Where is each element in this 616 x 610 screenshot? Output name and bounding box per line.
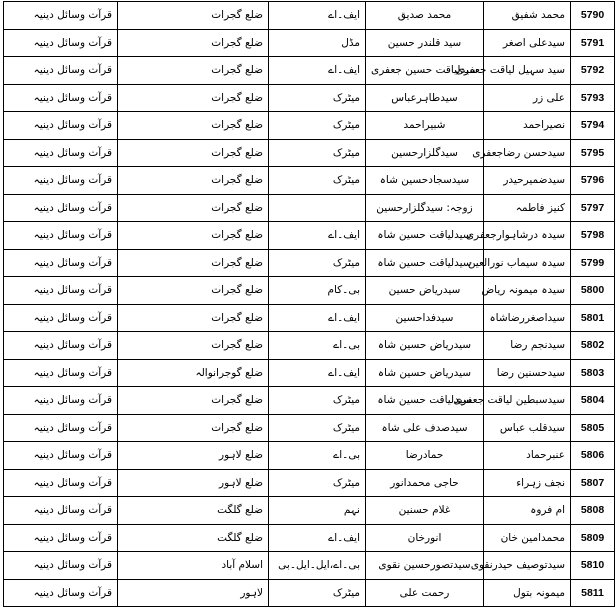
father-name-cell: سیدسجادحسین شاہ (366, 167, 484, 195)
father-name-cell: شبیراحمد (366, 112, 484, 140)
remark-cell: قرآت وسائل دینیہ (4, 414, 118, 442)
serial-number-cell: 5811 (571, 579, 615, 607)
table-row (4, 167, 615, 195)
education-cell (269, 194, 366, 222)
serial-number-cell: 5795 (571, 139, 615, 167)
district-cell: ضلع گلگت (118, 524, 269, 552)
serial-number-cell: 5790 (571, 2, 615, 30)
district-cell: ضلع گجرات (118, 332, 269, 360)
serial-number-cell: 5793 (571, 84, 615, 112)
remark-cell: قرآت وسائل دینیہ (4, 249, 118, 277)
education-cell: مڈل (269, 29, 366, 57)
remark-cell: قرآت وسائل دینیہ (4, 2, 118, 30)
table-row (4, 139, 615, 167)
education-cell: ایف۔اے (269, 304, 366, 332)
education-cell: ایف۔اے (269, 57, 366, 85)
table-row (4, 414, 615, 442)
table-row (4, 304, 615, 332)
education-cell: بی۔اے (269, 332, 366, 360)
remark-cell: قرآت وسائل دینیہ (4, 167, 118, 195)
table-row (4, 497, 615, 525)
district-cell: ضلع گجرات (118, 2, 269, 30)
education-cell: میٹرک (269, 167, 366, 195)
father-name-cell: سیدگلزارحسین (366, 139, 484, 167)
district-cell: لاہور (118, 579, 269, 607)
serial-number-cell: 5802 (571, 332, 615, 360)
table-row (4, 2, 615, 30)
name-cell: محمدامین خان (484, 524, 571, 552)
education-cell: بی۔کام (269, 277, 366, 305)
serial-number-cell: 5792 (571, 57, 615, 85)
remark-cell: قرآت وسائل دینیہ (4, 112, 118, 140)
name-cell: سیدنجم رضا (484, 332, 571, 360)
serial-number-cell: 5806 (571, 442, 615, 470)
father-name-cell: سیدلیاقت حسین شاہ (366, 387, 484, 415)
remark-cell: قرآت وسائل دینیہ (4, 442, 118, 470)
name-cell: سیدضمیرحیدر (484, 167, 571, 195)
table-row (4, 84, 615, 112)
remark-cell: قرآت وسائل دینیہ (4, 304, 118, 332)
education-cell: میٹرک (269, 139, 366, 167)
table-row (4, 249, 615, 277)
table-row (4, 222, 615, 250)
father-name-cell: سیدتصورحسین نقوی (366, 552, 484, 580)
father-name-cell: انورخان (366, 524, 484, 552)
serial-number-cell: 5799 (571, 249, 615, 277)
remark-cell: قرآت وسائل دینیہ (4, 332, 118, 360)
education-cell: بی۔اے،ایل۔ایل۔بی (269, 552, 366, 580)
father-name-cell: غلام حسنین (366, 497, 484, 525)
name-cell: سیدہ سیماب نورالعین (484, 249, 571, 277)
father-name-cell: سید قلندر حسین (366, 29, 484, 57)
name-cell: نجف زہراء (484, 469, 571, 497)
table-row (4, 277, 615, 305)
serial-number-cell: 5801 (571, 304, 615, 332)
district-cell: ضلع گجرات (118, 167, 269, 195)
education-cell: میٹرک (269, 84, 366, 112)
education-cell: میٹرک (269, 414, 366, 442)
name-cell: سیدہ درشاہوارجعفری (484, 222, 571, 250)
name-cell: سیدتوصیف حیدرنقوی (484, 552, 571, 580)
remark-cell: قرآت وسائل دینیہ (4, 29, 118, 57)
name-cell: سیداصغررضاشاہ (484, 304, 571, 332)
table-row (4, 29, 615, 57)
table-row (4, 524, 615, 552)
serial-number-cell: 5804 (571, 387, 615, 415)
name-cell: محمد شفیق (484, 2, 571, 30)
table-row (4, 552, 615, 580)
name-cell: سیدحسنین رضا (484, 359, 571, 387)
education-cell: ایف۔اے (269, 524, 366, 552)
remark-cell: قرآت وسائل دینیہ (4, 387, 118, 415)
father-name-cell: حمادرضا (366, 442, 484, 470)
remark-cell: قرآت وسائل دینیہ (4, 359, 118, 387)
table-row (4, 387, 615, 415)
table-row (4, 359, 615, 387)
name-cell: سیدسبطین لیاقت جعفری (484, 387, 571, 415)
serial-number-cell: 5807 (571, 469, 615, 497)
education-cell: میٹرک (269, 112, 366, 140)
name-cell: سیدحسن رضاجعفری (484, 139, 571, 167)
district-cell: ضلع گجرات (118, 194, 269, 222)
education-cell: میٹرک (269, 249, 366, 277)
education-cell: ایف۔اے (269, 359, 366, 387)
table-row (4, 469, 615, 497)
education-cell: ایف۔اے (269, 2, 366, 30)
name-cell: نصیراحمد (484, 112, 571, 140)
father-name-cell: سیدلیاقت حسین جعفری (366, 57, 484, 85)
father-name-cell: حاجی محمدانور (366, 469, 484, 497)
district-cell: اسلام آباد (118, 552, 269, 580)
remark-cell: قرآت وسائل دینیہ (4, 57, 118, 85)
district-cell: ضلع گلگت (118, 497, 269, 525)
name-cell: سیدعلی اصغر (484, 29, 571, 57)
father-name-cell: زوجہ: سیدگلزارحسین (366, 194, 484, 222)
district-cell: ضلع گجرات (118, 387, 269, 415)
district-cell: ضلع گجرات (118, 57, 269, 85)
remark-cell: قرآت وسائل دینیہ (4, 139, 118, 167)
father-name-cell: سیدریاض حسین (366, 277, 484, 305)
father-name-cell: سیدصدف علی شاہ (366, 414, 484, 442)
serial-number-cell: 5810 (571, 552, 615, 580)
district-cell: ضلع گجرات (118, 139, 269, 167)
register-body (4, 2, 615, 607)
table-row (4, 332, 615, 360)
table-row (4, 442, 615, 470)
education-cell: نہم (269, 497, 366, 525)
father-name-cell: سیدطاہرعباس (366, 84, 484, 112)
serial-number-cell: 5794 (571, 112, 615, 140)
district-cell: ضلع گجرات (118, 112, 269, 140)
remark-cell: قرآت وسائل دینیہ (4, 194, 118, 222)
name-cell: سیدقلب عباس (484, 414, 571, 442)
table-row (4, 194, 615, 222)
father-name-cell: سیدریاض حسین شاہ (366, 359, 484, 387)
father-name-cell: رحمت علی (366, 579, 484, 607)
remark-cell: قرآت وسائل دینیہ (4, 579, 118, 607)
father-name-cell: سیدلیاقت حسین شاہ (366, 249, 484, 277)
education-cell: میٹرک (269, 387, 366, 415)
name-cell: کنیز فاطمہ (484, 194, 571, 222)
education-cell: بی۔اے (269, 442, 366, 470)
district-cell: ضلع گجرات (118, 277, 269, 305)
district-cell: ضلع گوجرانوالہ (118, 359, 269, 387)
remark-cell: قرآت وسائل دینیہ (4, 84, 118, 112)
district-cell: ضلع گجرات (118, 304, 269, 332)
remark-cell: قرآت وسائل دینیہ (4, 552, 118, 580)
serial-number-cell: 5803 (571, 359, 615, 387)
district-cell: ضلع گجرات (118, 29, 269, 57)
name-cell: علی زر (484, 84, 571, 112)
remark-cell: قرآت وسائل دینیہ (4, 469, 118, 497)
education-cell: ایف۔اے (269, 222, 366, 250)
serial-number-cell: 5805 (571, 414, 615, 442)
district-cell: ضلع گجرات (118, 249, 269, 277)
district-cell: ضلع گجرات (118, 222, 269, 250)
name-cell: ام فروہ (484, 497, 571, 525)
remark-cell: قرآت وسائل دینیہ (4, 222, 118, 250)
remark-cell: قرآت وسائل دینیہ (4, 497, 118, 525)
father-name-cell: سیدریاض حسین شاہ (366, 332, 484, 360)
education-cell: میٹرک (269, 579, 366, 607)
name-cell: سید سہیل لیاقت جعفری (484, 57, 571, 85)
district-cell: ضلع لاہور (118, 442, 269, 470)
father-name-cell: محمد صدیق (366, 2, 484, 30)
register-table (3, 1, 615, 607)
father-name-cell: سیدلیاقت حسین شاہ (366, 222, 484, 250)
name-cell: سیدہ میمونہ ریاض (484, 277, 571, 305)
serial-number-cell: 5796 (571, 167, 615, 195)
table-row (4, 112, 615, 140)
serial-number-cell: 5800 (571, 277, 615, 305)
education-cell: میٹرک (269, 469, 366, 497)
table-row (4, 579, 615, 607)
serial-number-cell: 5797 (571, 194, 615, 222)
district-cell: ضلع گجرات (118, 414, 269, 442)
district-cell: ضلع گجرات (118, 84, 269, 112)
table-row (4, 57, 615, 85)
name-cell: عنبرحماد (484, 442, 571, 470)
father-name-cell: سیدفداحسین (366, 304, 484, 332)
remark-cell: قرآت وسائل دینیہ (4, 277, 118, 305)
district-cell: ضلع لاہور (118, 469, 269, 497)
serial-number-cell: 5808 (571, 497, 615, 525)
remark-cell: قرآت وسائل دینیہ (4, 524, 118, 552)
serial-number-cell: 5791 (571, 29, 615, 57)
serial-number-cell: 5809 (571, 524, 615, 552)
serial-number-cell: 5798 (571, 222, 615, 250)
name-cell: میمونہ بتول (484, 579, 571, 607)
